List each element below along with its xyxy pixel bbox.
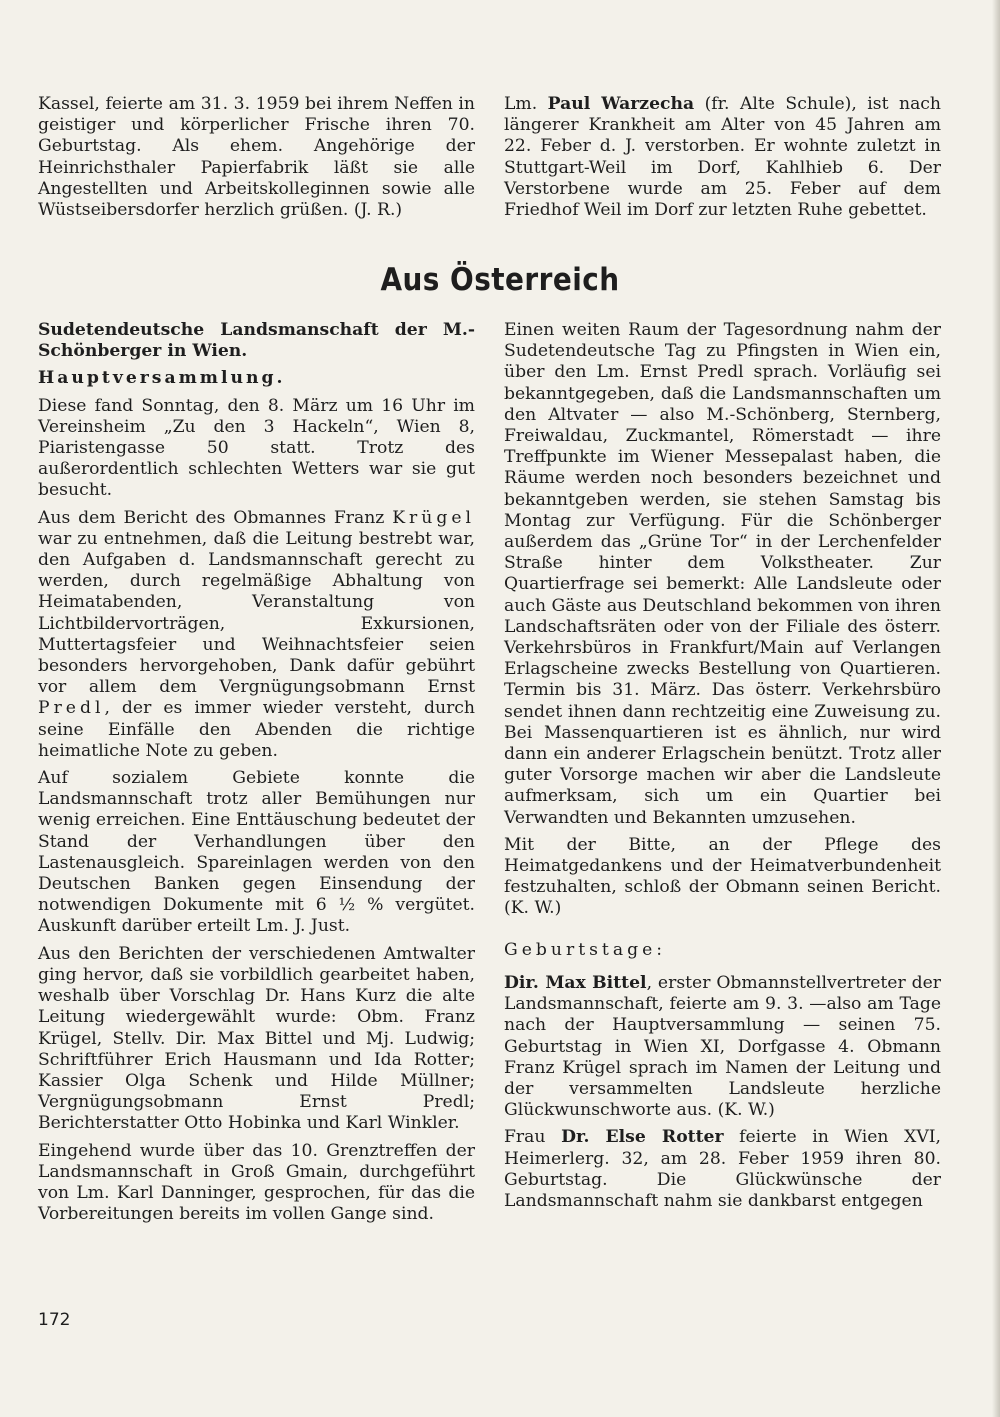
paragraph: Auf sozialem Gebiete konnte die Landsmannschaft trotz aller Bemühungen nur wenig erreichen. Eine Enttäuschung bedeutet der Stand der Verhandlungen über den Lastenausgleich. Spareinlagen werden von den Deutschen Banken gegen Einsendung der notwendigen Dokumente mit 6 ½ % vergütet. Auskunft darüber erteilt Lm. J. Just. xyxy=(38,768,475,937)
paragraph: Mit der Bitte, an der Pflege des Heimatgedankens und der Heimatverbundenheit festzuhalten, schloß der Obmann seinen Bericht. (K. W.) xyxy=(504,834,941,919)
person-name: Dr. Else Rotter xyxy=(561,1127,724,1148)
page-number: 172 xyxy=(38,1310,71,1330)
paragraph: Einen weiten Raum der Tagesordnung nahm der Sudetendeutsche Tag zu Pfingsten in Wien ein, über den Lm. Ernst Predl sprach. Vorläufig sei bekanntgegeben, daß die Landsmannschaften um den Altvater — also M.-Schönberg, Sternberg, Freiwaldau, Zuckmantel, Römerstadt — ihre Treffpunkte im Wiener Messepalast haben, die Räume werden noch besonders bezeichnet und bekanntgeben werden, sie stehen Samstag bis Montag zur Verfügung. Für die Schönberger außerdem das „Grüne Tor“ in der Lerchenfelder Straße hinter dem Volkstheater. Zur Quartierfrage sei bemerkt: Alle Landsleute oder auch Gäste aus Deutschland bekommen von ihren Landschaftsräten oder von der Filiale des österr. Verkehrsbüros in Frankfurt/Main auf Verlangen Erlagscheine zwecks Bestellung von Quartieren. Termin bis 31. März. Das österr. Verkehrsbüro sendet ihnen dann rechtzeitig eine Zuweisung zu. Bei Massenquartieren ist es ähnlich, nur wird dann ein anderer Erlagschein benützt. Trotz aller guter Vorsorge machen wir aber die Landsleute aufmerksam, sich um ein Quartier bei Verwandten und Bekannten umzusehen. xyxy=(504,320,941,828)
top-right-column xyxy=(504,94,941,227)
main-right-column xyxy=(504,320,941,1218)
paragraph: Aus den Berichten der verschiedenen Amtwalter ging hervor, daß sie vorbildlich gearbeitet haben, weshalb über Vorschlag Dr. Hans Kurz die alte Leitung wiedergewählt wurde: Obm. Franz Krügel, Stellv. Dir. Max Bittel und Mj. Ludwig; Schriftführer Erich Hausmann und Ida Rotter; Kassier Olga Schenk und Hilde Müllner; Vergnügungsobmann Ernst Predl; Berichterstatter Otto Hobinka und Karl Winkler. xyxy=(38,943,475,1134)
paragraph: Eingehend wurde über das 10. Grenztreffen der Landsmannschaft in Groß Gmain, durchgeführt von Lm. Karl Danninger, gesprochen, für das die Vorbereitungen bereits im vollen Gange sind. xyxy=(38,1140,475,1225)
article-subheading: Hauptversammlung. xyxy=(38,368,286,389)
person-name: Krügel xyxy=(392,507,475,528)
birthdays-heading: Geburtstage: xyxy=(504,939,667,960)
paragraph: Kassel, feierte am 31. 3. 1959 bei ihrem Neffen in geistiger und körperlicher Frische ihren 70. Geburtstag. Als ehem. Angehörige der Heinrichsthaler Papierfabrik läßt sie alle Angestellten und Arbeitskolleginnen sowie alle Wüstseibersdorfer herzlich grüßen. (J. R.) xyxy=(38,94,475,221)
paragraph-obituary: Lm. Paul Warzecha (fr. Alte Schule), ist nach längerer Krankheit am Alter von 45 Jahren am 22. Feber d. J. verstorben. Er wohnte zuletzt in Stuttgart-Weil im Dorf, Kahlhieb 6. Der Verstorbene wurde am 25. Feber auf dem Friedhof Weil im Dorf zur letzten Ruhe gebettet. xyxy=(504,94,942,221)
page-edge-shadow xyxy=(992,0,1000,1417)
paragraph: Aus dem Bericht des Obmannes Franz Krügel war zu entnehmen, daß die Leitung bestrebt war, den Aufgaben d. Landsmannschaft gerecht zu werden, durch regelmäßige Abhaltung von Heimatabenden, Veranstaltung von Lichtbildervorträgen, Exkursionen, Muttertagsfeier und Weihnachtsfeier seien besonders hervorgehoben, Dank dafür gebührt vor allem dem Vergnügungsobmann Ernst Predl, der es immer wieder versteht, durch seine Einfälle den Abenden die richtige heimatliche Note zu geben. xyxy=(38,507,475,761)
paragraph: Dir. Max Bittel, erster Obmannstellvertreter der Landsmannschaft, feierte am 9. 3. —also am Tage nach der Hauptversammlung — seinen 75. Geburtstag in Wien XI, Dorfgasse 4. Obmann Franz Krügel sprach im Namen der Leitung und der versammelten Landsleute herzliche Glückwunschworte aus. (K. W.) xyxy=(504,972,941,1121)
person-name: Paul Warzecha xyxy=(547,94,695,114)
paragraph: Diese fand Sonntag, den 8. März um 16 Uhr im Vereinsheim „Zu den 3 Hackeln“, Wien 8, Piaristengasse 50 statt. Trotz des außerordentlich schlechten Wetters war sie gut besucht. xyxy=(38,395,475,501)
main-left-column xyxy=(38,320,475,1231)
article-heading: Sudetendeutsche Landsmanschaft der M.-Schönberger in Wien. xyxy=(38,320,475,362)
person-name: Dir. Max Bittel xyxy=(504,972,647,993)
paragraph: Frau Dr. Else Rotter feierte in Wien XVI, Heimerlerg. 32, am 28. Feber 1959 ihren 80. Geburtstag. Die Glückwünsche der Landsmannschaft nahm sie dankbarst entgegen xyxy=(504,1127,941,1211)
person-name: Predl xyxy=(38,698,105,719)
top-left-column xyxy=(38,94,475,227)
section-title: Aus Österreich xyxy=(380,262,620,298)
